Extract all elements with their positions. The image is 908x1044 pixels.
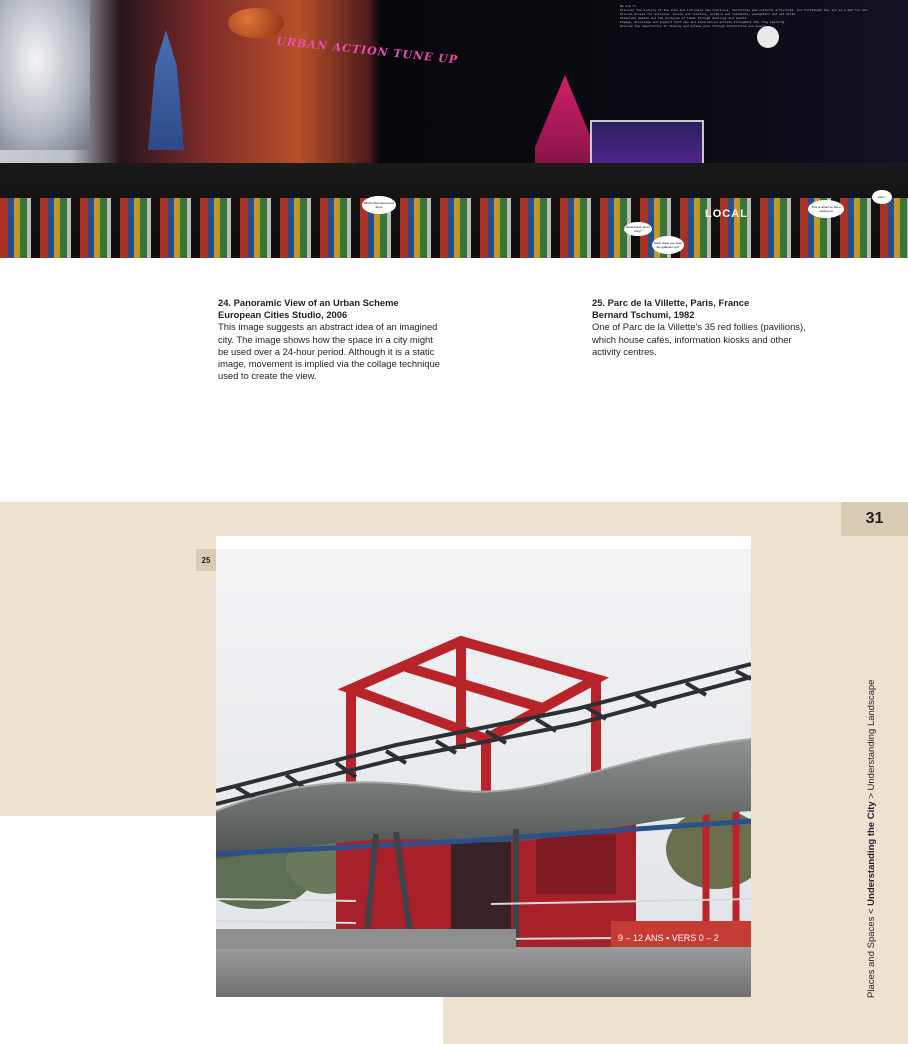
running-head-chapter: Understanding the City [866,801,877,906]
banner-note: Provide access for everyone: locals and visitors, workers and residents, youngsters and old alike [620,12,796,16]
banner-notes [620,4,890,28]
caption-body: This image suggests an abstract idea of an imagined city. The image shows how the space in a city might be used over a 24-hour period. Although it is a static image, movement is implied via the collage technique used to create the view. [218,321,440,382]
banner-note: Engage, encourage and support both new and experienced artists throughout the 'big learning' [620,20,787,24]
banner-note: Stimulate debate and the exchange of ideas through meetings and events [620,16,747,20]
local-sign: LOCAL [705,208,748,220]
caption-title: 24. Panoramic View of an Urban Scheme [218,297,399,308]
figure-label: 25 [196,549,216,571]
cloud-sky [0,0,90,150]
speech-bubble: This is what I've been waiting on [808,200,844,218]
speech-bubble: Yeah. Have you seen the galleries yet? [652,236,684,254]
running-head-part: Places and Spaces < [866,905,877,998]
caption-subtitle: Bernard Tschumi, 1982 [592,309,695,321]
speech-bubble: Cool :) [872,190,892,204]
banner-headline: URBAN ACTION TUNE UP [275,34,459,67]
crowd [0,198,908,258]
speech-bubble: What's that sound over there [362,196,396,214]
caption-figure-25 [592,297,814,358]
beige-band-bottom [443,997,751,1044]
caption-body: One of Parc de la Villette's 35 red follies (pavilions), which house cafés, information kiosks and other activity centres. [592,321,806,357]
running-head-part: > Understanding Landscape [866,679,877,802]
folly-photo [216,549,751,997]
caption-figure-24 [218,297,440,382]
moon [757,26,779,48]
folly-photo-svg [216,549,751,997]
caption-title: 25. Parc de la Villette, Paris, France [592,297,750,308]
collage-banner-image [0,0,908,258]
folly-sign-text: 9 – 12 ANS ▪ VERS 0 – 2 [618,933,719,943]
beige-band-left [0,536,216,816]
blimp [228,8,284,38]
running-head [866,680,878,998]
spinnaker-tower [148,30,184,150]
page-number: 31 [841,502,908,536]
beige-band-right [751,536,908,1044]
banner-note: Provide the opportunity to display and extend work through exhibitions and events [620,24,767,28]
speech-bubble: Great band, aren't they? [624,222,652,236]
beige-band-top [0,502,908,536]
banner-note: Discover the history of the area and introduce new functions, facilities and cultural activities. Our Fortsmouth may act as a hub for all [620,8,868,12]
caption-subtitle: European Cities Studio, 2006 [218,309,348,321]
banner-note: We aim to [620,4,637,8]
